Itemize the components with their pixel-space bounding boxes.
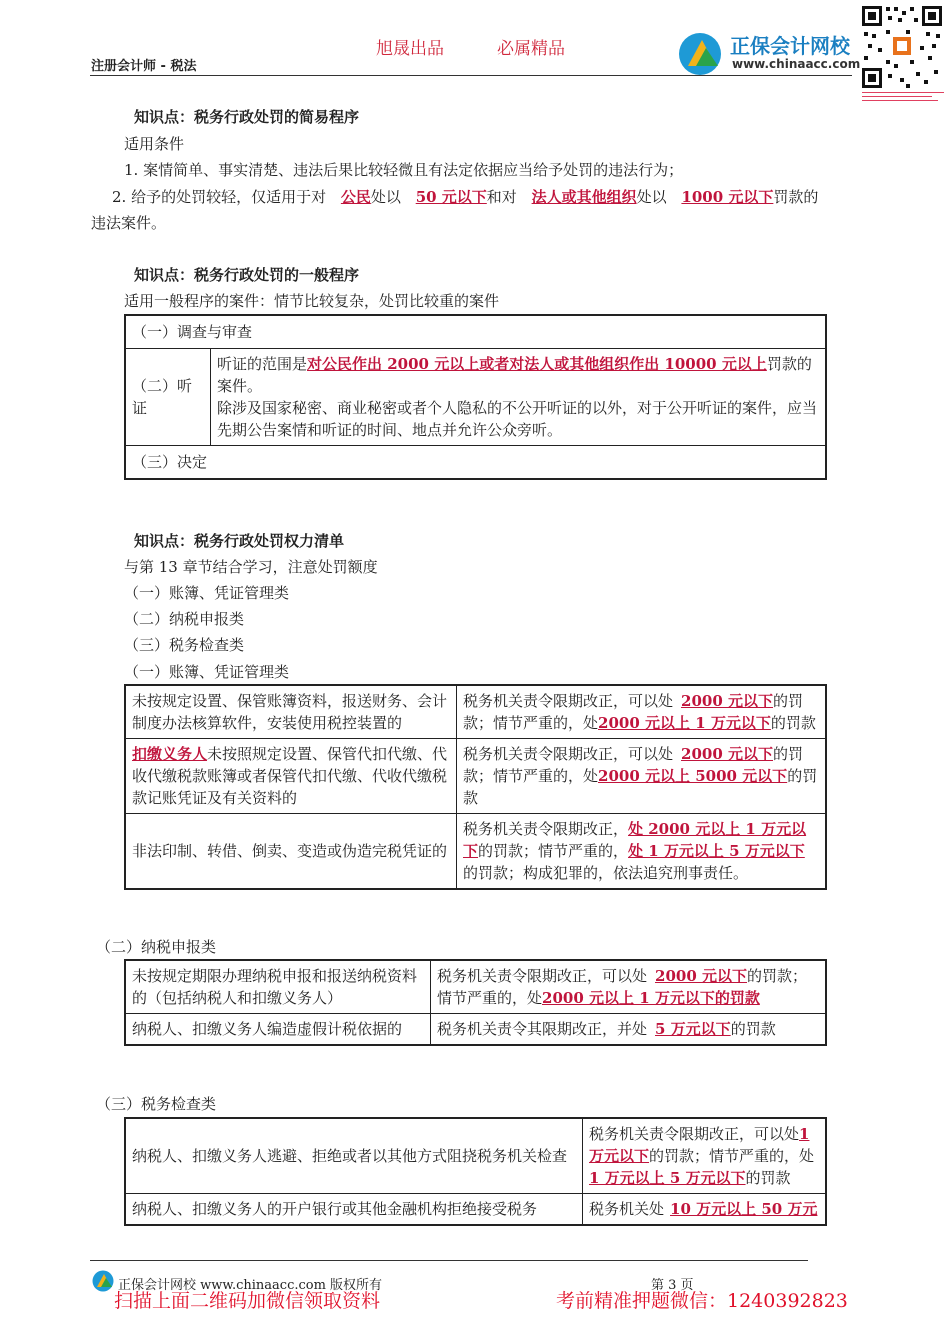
footer-rule: [90, 1260, 808, 1261]
condition-label: 适用条件: [124, 135, 185, 153]
brand-logo[interactable]: [678, 30, 861, 76]
qr-code[interactable]: [860, 4, 944, 90]
list-item: （二）纳税申报类: [124, 610, 245, 628]
table-row: [125, 739, 826, 814]
table-cell: 税务机关处 10 万元以上 50 万元: [583, 1194, 827, 1226]
table-cell: （三）决定: [125, 446, 826, 480]
list-item: （一）账簿、凭证管理类: [124, 584, 290, 602]
table-cell: 纳税人、扣缴义务人的开户银行或其他金融机构拒绝接受税务: [125, 1194, 583, 1226]
section-power-list-title: 知识点：税务行政处罚权力清单: [134, 532, 345, 550]
section-simple-procedure-title: 知识点：税务行政处罚的简易程序: [134, 108, 360, 126]
table-cell: 非法印制、转借、倒卖、变造或伪造完税凭证的: [125, 814, 457, 890]
brand-logo-icon: [678, 32, 726, 76]
table-row: [125, 1194, 826, 1226]
condition-item-2-cont: 违法案件。: [91, 214, 167, 232]
table-row: [125, 960, 826, 1014]
table-cell: 税务机关责令限期改正，处 2000 元以上 1 万元以下的罚款；情节严重的，处 1 万元以上 5 万元以下的罚款；构成犯罪的，依法追究刑事责任。: [457, 814, 827, 890]
table-row: [125, 1118, 826, 1194]
footer-logo-icon: [92, 1270, 114, 1292]
promo-left: 扫描上面二维码加微信领取资料: [114, 1290, 381, 1312]
table-cell: 税务机关责令限期改正，可以处 2000 元以下的罚款；情节严重的，处2000 元以上 1 万元以下的罚款: [457, 685, 827, 739]
table-cell: 未按规定设置、保管账簿资料，报送财务、会计制度办法核算软件，安装使用税控装置的: [125, 685, 457, 739]
table-row: [125, 315, 826, 349]
header-rule: [90, 75, 852, 76]
table-cell: 税务机关责令限期改正，可以处 2000 元以下的罚款；情节严重的，处2000 元以上 1 万元以下的罚款: [431, 960, 827, 1014]
inspection-penalty-table: [124, 1117, 827, 1226]
subsection-inspection-title: （三）税务检查类: [96, 1095, 217, 1113]
table-cell: 纳税人、扣缴义务人逃避、拒绝或者以其他方式阻挠税务机关检查: [125, 1118, 583, 1194]
section-general-procedure-title: 知识点：税务行政处罚的一般程序: [134, 266, 360, 284]
doc-title: 注册会计师 - 税法: [91, 59, 197, 74]
brand-url: www.chinaacc.com: [732, 57, 861, 71]
table-cell: 未按规定期限办理纳税申报和报送纳税资料的（包括纳税人和扣缴义务人）: [125, 960, 431, 1014]
filing-penalty-table: [124, 959, 827, 1046]
table-cell: 税务机关责令其限期改正，并处 5 万元以下的罚款: [431, 1014, 827, 1046]
table-cell: 听证的范围是对公民作出 2000 元以上或者对法人或其他组织作出 10000 元以上罚款的案件。 除涉及国家秘密、商业秘密或者个人隐私的不公开听证的以外，对于公开听证的案件，应当先期公告案情和听证的时间、地点并允许公众旁听。: [211, 349, 827, 446]
brand-name: 正保会计网校: [730, 34, 850, 58]
subsection-ledger-title: （一）账簿、凭证管理类: [124, 663, 290, 681]
table-cell: 纳税人、扣缴义务人编造虚假计税依据的: [125, 1014, 431, 1046]
subsection-filing-title: （二）纳税申报类: [96, 938, 217, 956]
qr-code-icon: [860, 4, 944, 90]
slogan-left: 旭晟出品: [376, 39, 444, 59]
slogan-right: 必属精品: [497, 39, 565, 59]
table-cell: （一）调查与审查: [125, 315, 826, 349]
qr-caption-line-2: [862, 96, 932, 97]
footer-copyright: 正保会计网校 www.chinaacc.com 版权所有: [118, 1278, 383, 1293]
table-row: [125, 814, 826, 890]
table-cell: 税务机关责令限期改正，可以处 2000 元以下的罚款；情节严重的，处2000 元以上 5000 元以下的罚款: [457, 739, 827, 814]
table-cell: （二）听证: [125, 349, 211, 446]
qr-caption-line-1: [862, 92, 944, 93]
table-row: [125, 446, 826, 480]
qr-caption-line-3: [862, 100, 938, 101]
general-procedure-intro: 适用一般程序的案件：情节比较复杂，处罚比较重的案件: [124, 292, 500, 310]
condition-item-2: 2. 给予的处罚较轻，仅适用于对 公民处以 50 元以下和对 法人或其他组织处以 1000 元以下罚款的: [112, 188, 819, 206]
table-cell: 税务机关责令限期改正，可以处1 万元以下的罚款；情节严重的，处1 万元以上 5 万元以下的罚款: [583, 1118, 827, 1194]
general-procedure-table: [124, 314, 827, 480]
list-item: （三）税务检查类: [124, 636, 245, 654]
power-list-intro: 与第 13 章节结合学习，注意处罚额度: [124, 558, 378, 576]
footer-page-number: 第 3 页: [651, 1278, 694, 1293]
table-row: [125, 685, 826, 739]
promo-right: 考前精准押题微信：1240392823: [556, 1290, 848, 1312]
table-cell: 扣缴义务人未按照规定设置、保管代扣代缴、代收代缴税款账簿或者保管代扣代缴、代收代缴税款记账凭证及有关资料的: [125, 739, 457, 814]
table-row: [125, 349, 826, 446]
condition-item-1: 1. 案情简单、事实清楚、违法后果比较轻微且有法定依据应当给予处罚的违法行为；: [124, 161, 684, 179]
ledger-penalty-table: [124, 684, 827, 890]
table-row: [125, 1014, 826, 1046]
